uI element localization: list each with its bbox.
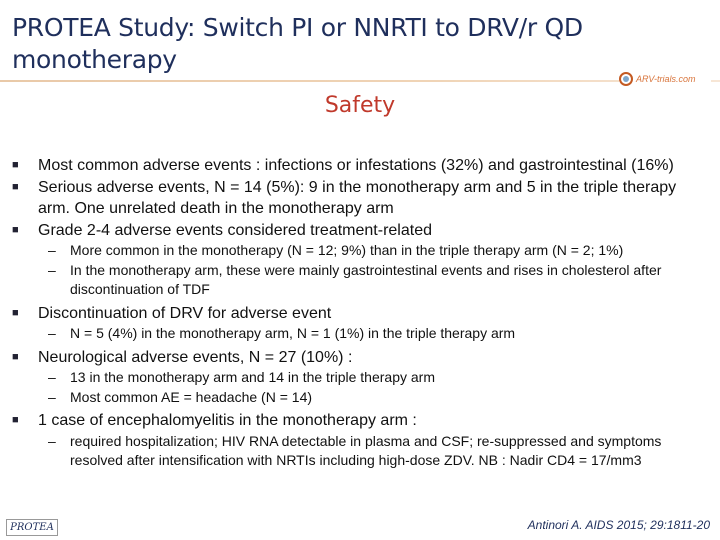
bullet-square-icon: ■ [12,306,19,319]
section-subtitle: Safety [324,93,396,118]
sub-item: – More common in the monotherapy (N = 12; 9%) than in the triple therapy arm (N = 2; 1%) [48,242,624,258]
sub-text: Most common AE = headache (N = 14) [70,388,313,405]
bullet-text: 1 case of encephalomyelitis in the monotherapy arm : [38,412,417,429]
bullet-text: Most common adverse events : infections or infestations (32%) and gastrointestinal (16%) [38,157,674,174]
bullet-item [12,220,712,242]
sub-text: N = 5 (4%) in the monotherapy arm, N = 1 (1%) in the triple therapy arm [70,325,516,341]
bullet-item [12,347,712,369]
bullet-item [12,410,712,432]
bullet-square-icon: ■ [12,350,19,363]
sub-text: More common in the monotherapy (N = 12; 9%) than in the triple therapy arm (N = 2; 1%) [70,242,624,258]
sub-item: – N = 5 (4%) in the monotherapy arm, N = 1 (1%) in the triple therapy arm [48,325,516,341]
bullet-text: Discontinuation of DRV for adverse event [38,304,332,322]
sub-item: – required hospitalization; HIV RNA detectable in plasma and CSF; re-suppressed and symptoms resolved after intensification with NRTIs including high-dose ZDV. NB : Nadir CD4 = 17/mm3 [48,432,662,468]
bullet-text: Neurological adverse events, N = 27 (10%) : [38,348,353,366]
sub-item: – In the monotherapy arm, these were mainly gastrointestinal events and rises in cholesterol after discontinuation of TDF [48,261,662,297]
sub-item: – Most common AE = headache (N = 14) [48,388,313,405]
logo-text: ARV-trials.com [636,74,696,84]
slide-title: PROTEA Study: Switch PI or NNRTI to DRV/r QD monotherapy [12,13,583,74]
bullet-text: Grade 2-4 adverse events considered treatment-related [38,221,432,239]
bullet-square-icon: ■ [12,159,19,171]
bullet-item [12,155,712,177]
bullet-text: Serious adverse events, N = 14 (5%): 9 in the monotherapy arm and 5 in the triple therapy arm. One unrelated death in the monotherapy arm [38,178,677,217]
sub-text: 13 in the monotherapy arm and 14 in the triple therapy arm [70,369,435,385]
study-tag: PROTEA [6,519,58,536]
bullet-square-icon: ■ [12,223,19,236]
sub-item: – 13 in the monotherapy arm and 14 in the triple therapy arm [48,369,435,385]
citation: Antinori A. AIDS 2015; 29:1811-20 [527,518,710,532]
logo-icon [619,72,633,86]
sub-text: required hospitalization; HIV RNA detectable in plasma and CSF; re-suppressed and symptoms resolved after intensification with NRTIs including high-dose ZDV. NB : Nadir CD4 = 17/mm3 [70,432,662,468]
arv-trials-logo [619,70,711,88]
bullet-square-icon: ■ [12,180,19,193]
bullet-item [12,303,712,325]
bullet-list [12,155,712,471]
sub-text: In the monotherapy arm, these were mainly gastrointestinal events and rises in cholesterol after discontinuation of TDF [70,261,662,297]
bullet-item [12,177,712,220]
bullet-square-icon: ■ [12,414,19,426]
header-rule [0,80,720,82]
